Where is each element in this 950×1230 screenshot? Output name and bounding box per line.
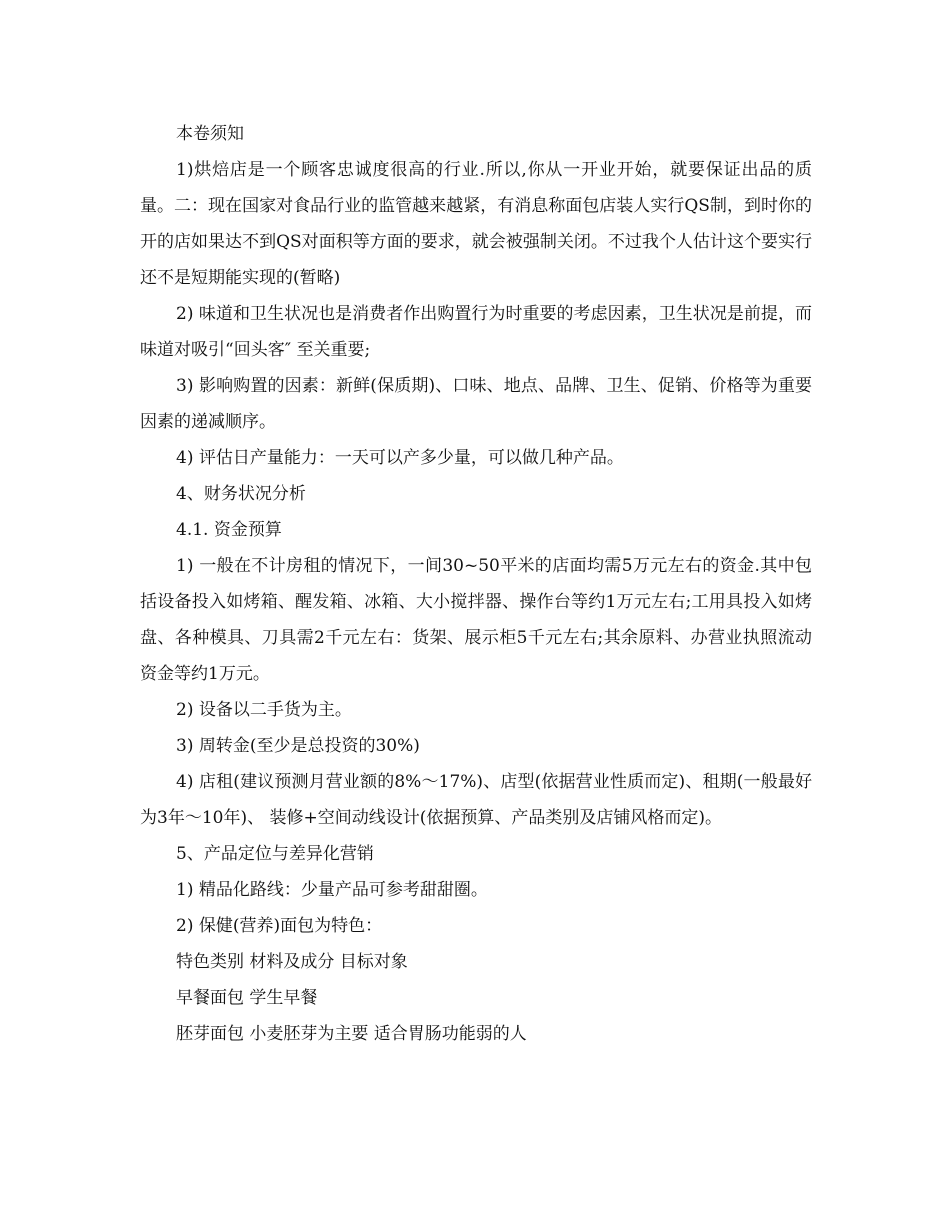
section-heading-product: 5、产品定位与差异化营销 — [176, 844, 374, 864]
paragraph-product-1: 1) 精品化路线：少量产品可参考甜甜圈。 — [176, 880, 488, 900]
paragraph-2: 2) 味道和卫生状况也是消费者作出购置行为时重要的考虑因素，卫生状况是前提，而味道对吸引“回头客″ 至关重要; — [140, 304, 812, 360]
paragraph-3: 3) 影响购置的因素：新鲜(保质期)、口味、地点、品牌、卫生、促销、价格等为重要因素的递减顺序。 — [140, 376, 812, 432]
table-header-line: 特色类别 材料及成分 目标对象 — [176, 952, 408, 972]
paragraph-4: 4) 评估日产量能力：一天可以产多少量，可以做几种产品。 — [176, 448, 624, 468]
document-body — [140, 116, 812, 1052]
paragraph-budget-2: 2) 设备以二手货为主。 — [176, 700, 352, 720]
paragraph-budget-4: 4) 店租(建议预测月营业额的8%～17%)、店型(依据营业性质而定)、租期(一般最好为3年～10年)、 装修+空间动线设计(依据预算、产品类别及店铺风格而定)。 — [140, 772, 812, 828]
paragraph-budget-3: 3) 周转金(至少是总投资的30%) — [176, 736, 420, 756]
section-heading-finance: 4、财务状况分析 — [176, 484, 306, 504]
paragraph-budget-1: 1) 一般在不计房租的情况下，一间30~50平米的店面均需5万元左右的资金.其中包括设备投入如烤箱、醒发箱、冰箱、大小搅拌器、操作台等约1万元左右;工用具投入如烤盘、各种模具、刀具需2千元左右：货架、展示柜5千元左右;其余原料、办营业执照流动资金等约1万元。 — [140, 556, 812, 684]
table-row-line: 早餐面包 学生早餐 — [176, 988, 318, 1008]
subsection-heading-budget: 4.1. 资金预算 — [176, 520, 282, 540]
paragraph-product-2: 2) 保健(营养)面包为特色： — [176, 916, 383, 936]
table-row-line: 胚芽面包 小麦胚芽为主要 适合胃肠功能弱的人 — [176, 1024, 527, 1044]
paragraph-1: 1)烘焙店是一个顾客忠诚度很高的行业.所以,你从一开业开始，就要保证出品的质量。二：现在国家对食品行业的监管越来越紧，有消息称面包店装人实行QS制，到时你的开的店如果达不到QS对面积等方面的要求，就会被强制关闭。不过我个人估计这个要实行还不是短期能实现的(暂略) — [140, 160, 812, 288]
document-title: 本卷须知 — [176, 124, 244, 144]
